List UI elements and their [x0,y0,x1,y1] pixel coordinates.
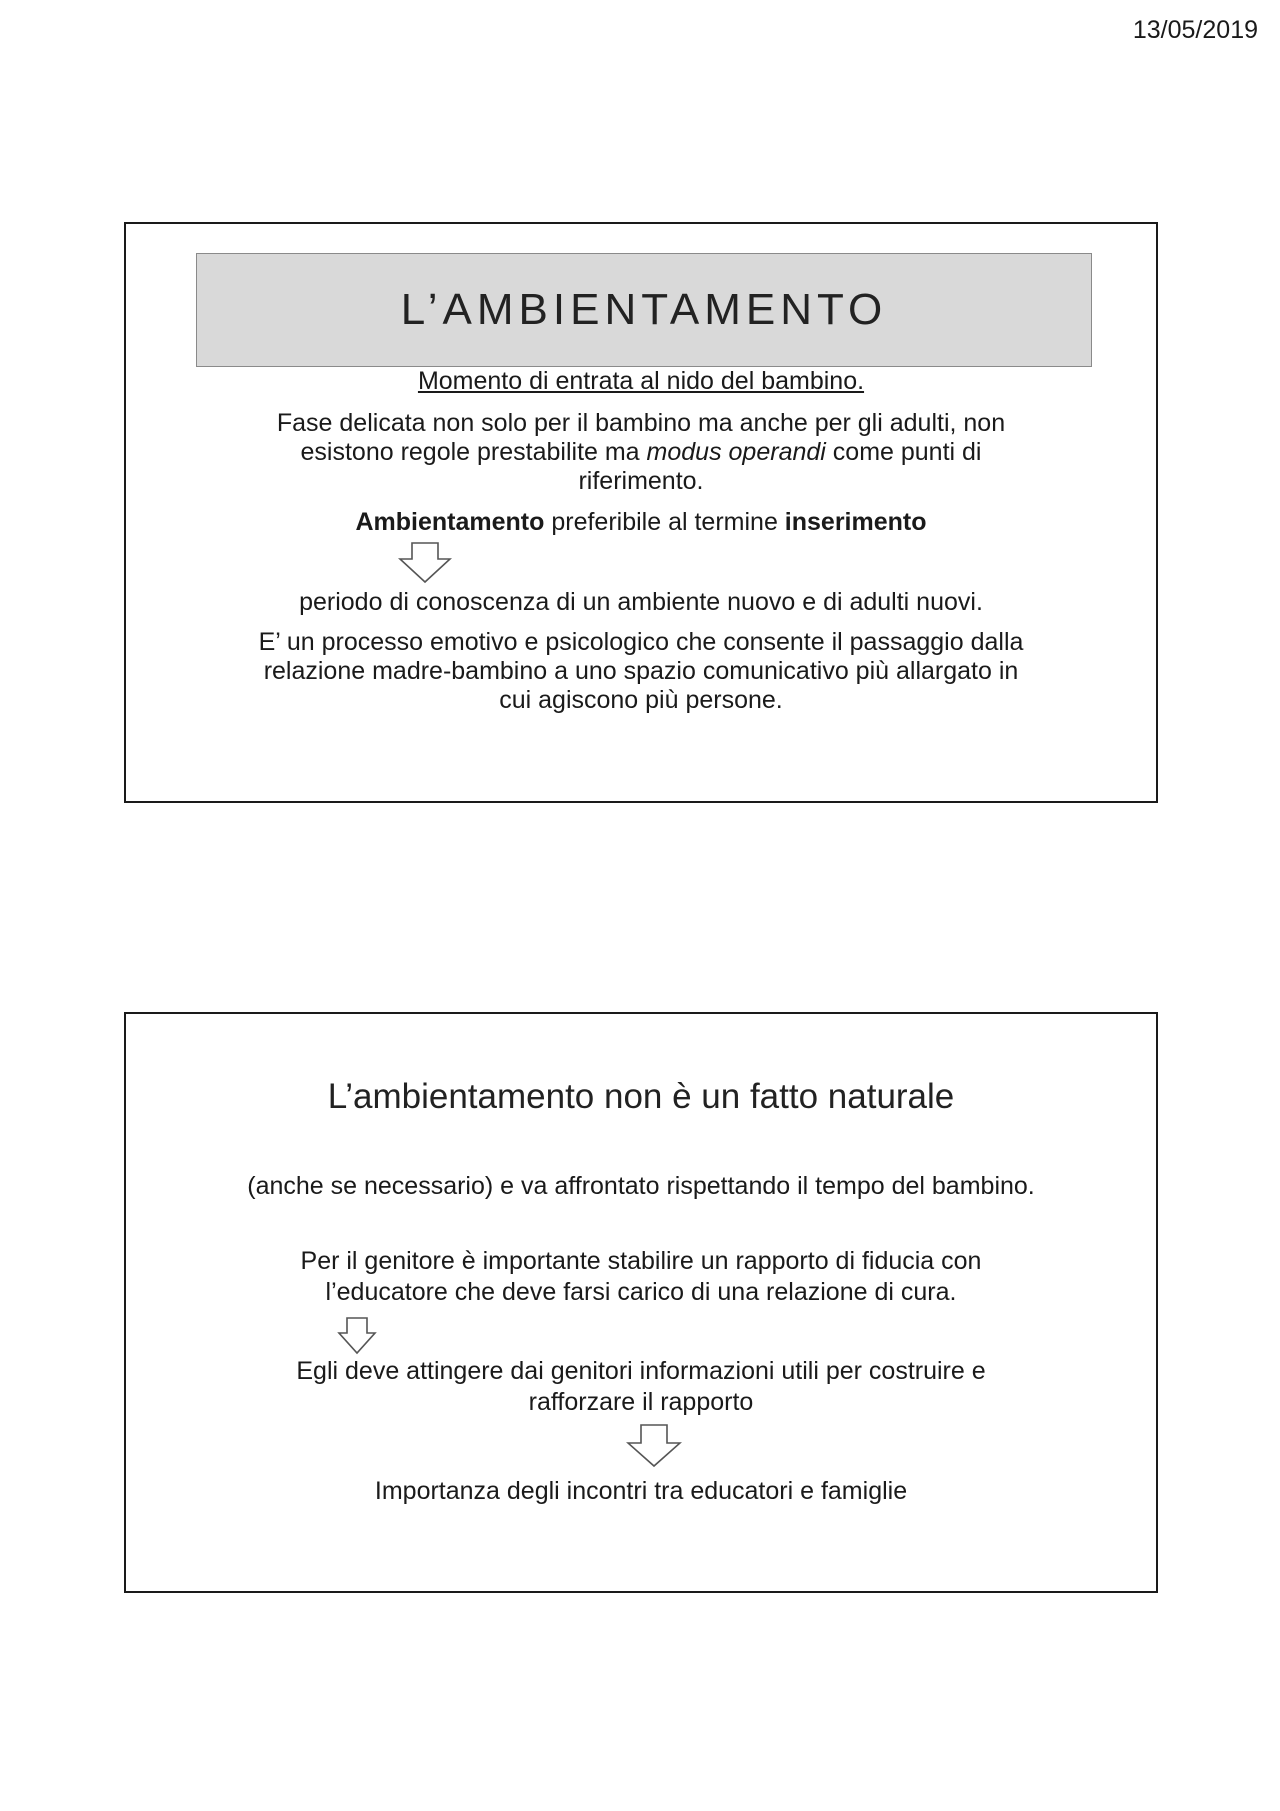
subtitle-line: Momento di entrata al nido del bambino. [417,367,865,395]
paragraph-line: cui agiscono più persone. [499,686,783,714]
down-arrow-icon [337,1317,377,1355]
slide-ambientamento [124,222,1158,803]
paragraph-line: Per il genitore è importante stabilire un rapporto di fiducia con [300,1247,982,1275]
down-arrow-icon [398,542,452,584]
slide-ambientamento-non-naturale [124,1012,1158,1593]
paragraph-line: esistono regole prestabilite ma modus operandi come punti di [300,438,982,466]
paragraph-line: E’ un processo emotivo e psicologico che consente il passaggio dalla [258,628,1024,656]
slide-title: L’AMBIENTAMENTO [400,285,888,334]
term-line: Ambientamento preferibile al termine inserimento [355,508,927,536]
paragraph-line: Egli deve attingere dai genitori informazioni utili per costruire e [296,1357,986,1385]
paragraph-line: Fase delicata non solo per il bambino ma anche per gli adulti, non [276,409,1006,437]
paragraph-line: riferimento. [578,467,704,495]
paragraph-line: (anche se necessario) e va affrontato rispettando il tempo del bambino. [247,1172,1035,1200]
paragraph-line: periodo di conoscenza di un ambiente nuovo e di adulti nuovi. [299,588,983,616]
slide-title: L’ambientamento non è un fatto naturale [327,1077,955,1116]
paragraph-line: relazione madre-bambino a uno spazio comunicativo più allargato in [263,657,1019,685]
slide-title-box [196,253,1092,367]
paragraph-line: Importanza degli incontri tra educatori e famiglie [374,1477,908,1505]
down-arrow-icon [626,1424,682,1468]
paragraph-line: rafforzare il rapporto [528,1388,754,1416]
page-date: 13/05/2019 [1132,16,1258,44]
paragraph-line: l’educatore che deve farsi carico di una relazione di cura. [325,1278,957,1306]
